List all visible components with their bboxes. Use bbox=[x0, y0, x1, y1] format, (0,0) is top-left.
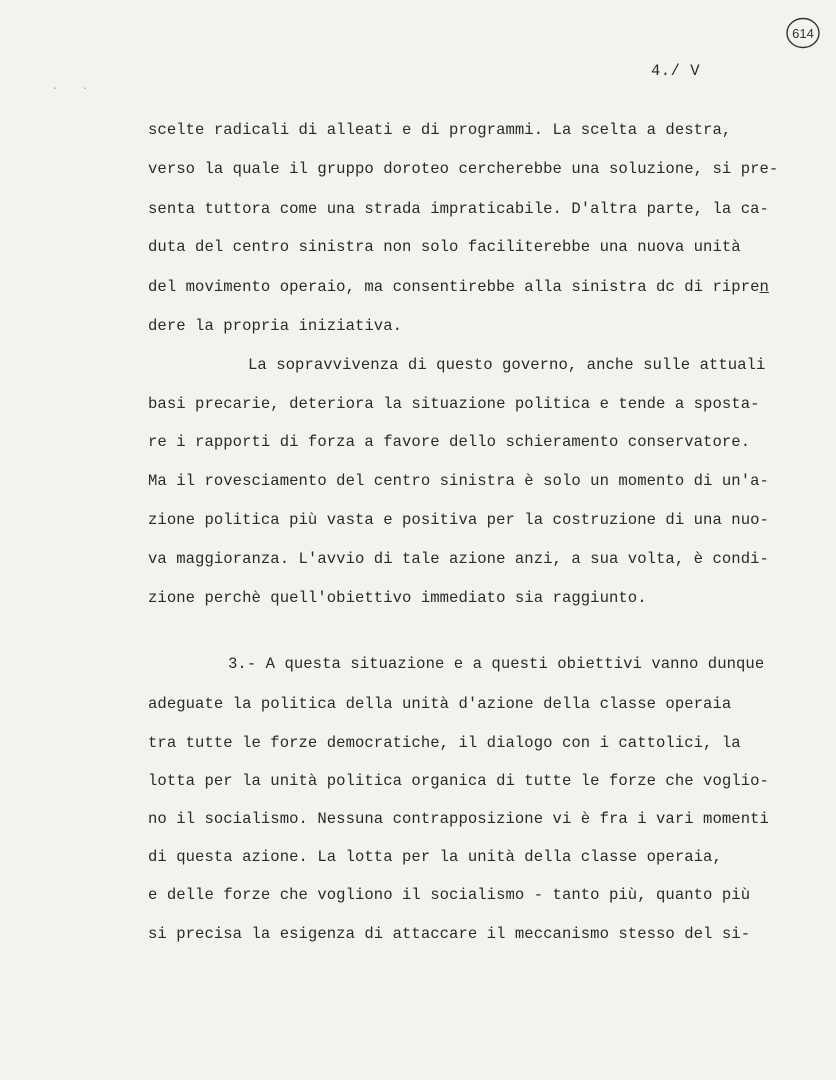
text-line: si precisa la esigenza di attaccare il meccanismo stesso del si- bbox=[148, 925, 751, 943]
text-line: verso la quale il gruppo doroteo cercherebbe una soluzione, si pre- bbox=[148, 160, 779, 178]
text-line: dere la propria iniziativa. bbox=[148, 317, 403, 335]
text-line: Ma il rovesciamento del centro sinistra è solo un momento di un'a- bbox=[148, 472, 769, 490]
text-line: del movimento operaio, ma consentirebbe alla sinistra dc di ripren bbox=[148, 278, 769, 296]
page-number: 4./ V bbox=[651, 62, 701, 80]
archive-stamp bbox=[785, 16, 821, 50]
text-line: adeguate la politica della unità d'azione della classe operaia bbox=[148, 695, 732, 713]
text-line: duta del centro sinistra non solo faciliterebbe una nuova unità bbox=[148, 238, 741, 256]
text-line: e delle forze che vogliono il socialismo - tanto più, quanto più bbox=[148, 886, 751, 904]
text-line: re i rapporti di forza a favore dello schieramento conservatore. bbox=[148, 433, 751, 451]
text-line: no il socialismo. Nessuna contrapposizione vi è fra i vari momenti bbox=[148, 810, 769, 828]
text-line: di questa azione. La lotta per la unità della classe operaia, bbox=[148, 848, 722, 866]
text-line: tra tutte le forze democratiche, il dialogo con i cattolici, la bbox=[148, 734, 741, 752]
text-line: 3.- A questa situazione e a questi obiettivi vanno dunque bbox=[228, 655, 765, 673]
text-line: La sopravvivenza di questo governo, anche sulle attuali bbox=[248, 356, 766, 374]
text-line: basi precarie, deteriora la situazione politica e tende a sposta- bbox=[148, 395, 760, 413]
text-line: zione politica più vasta e positiva per la costruzione di una nuo- bbox=[148, 511, 769, 529]
text-line: scelte radicali di alleati e di programmi. La scelta a destra, bbox=[148, 121, 732, 139]
text-line: va maggioranza. L'avvio di tale azione anzi, a sua volta, è condi- bbox=[148, 550, 769, 568]
archive-stamp-number: 614 bbox=[792, 26, 814, 41]
scan-specks: · · bbox=[52, 84, 89, 95]
text-line: senta tuttora come una strada impraticabile. D'altra parte, la ca- bbox=[148, 200, 769, 218]
text-line: zione perchè quell'obiettivo immediato sia raggiunto. bbox=[148, 589, 647, 607]
text-line: lotta per la unità politica organica di tutte le forze che voglio- bbox=[148, 772, 769, 790]
